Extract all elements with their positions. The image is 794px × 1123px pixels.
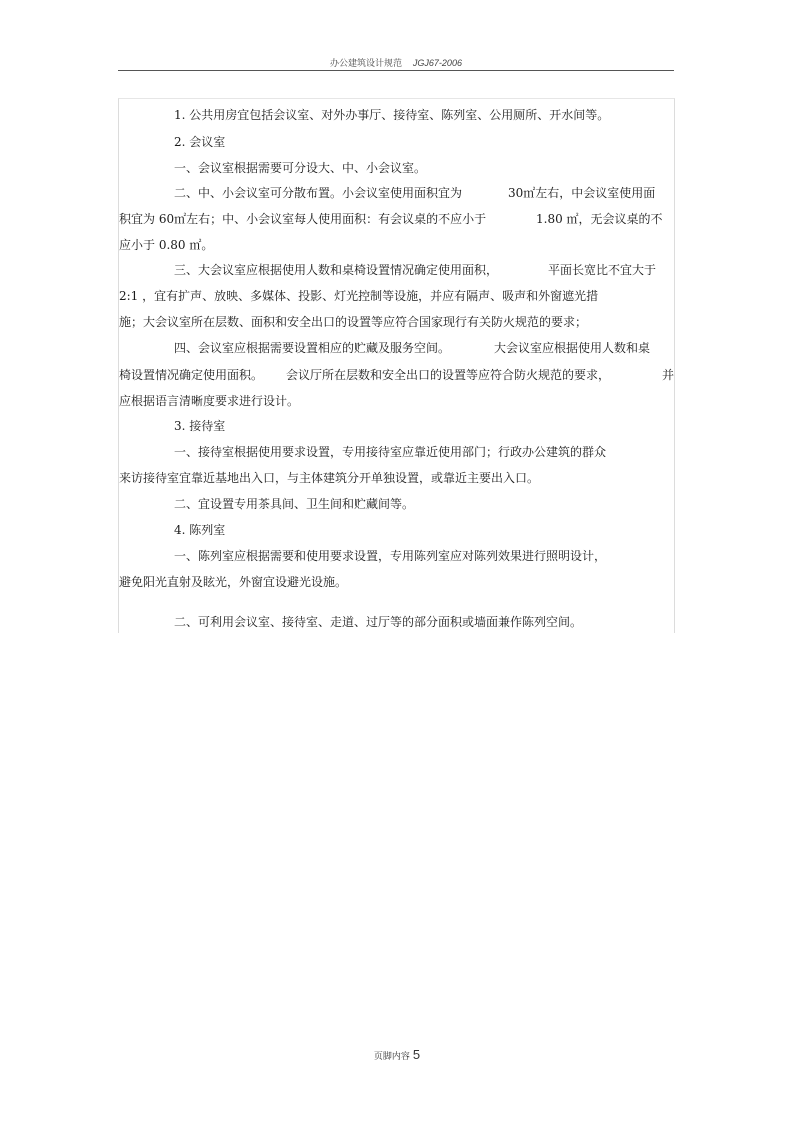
header-title: 办公建筑设计规范	[330, 59, 403, 69]
footer-label: 页脚内容	[373, 1052, 410, 1062]
meeting-item-2-d: 1.80 ㎡，无会议桌的不	[536, 212, 663, 226]
meeting-item-2-e: 应小于 0.80 ㎡。	[119, 238, 214, 252]
page-number: 5	[412, 1047, 421, 1062]
header-rule	[118, 70, 674, 71]
page-header	[118, 56, 674, 69]
reception-item-2: 二、宜设置专用茶具间、卫生间和贮藏间等。	[174, 497, 415, 511]
meeting-item-3-c: 2:1 ，宜有扩声、放映、多媒体、投影、灯光控制等设施，并应有隔声、吸声和外窗遮光措	[119, 289, 599, 303]
meeting-item-4-b: 大会议室应根据使用人数和桌	[494, 341, 651, 355]
meeting-item-2-c: 积宜为 60㎡左右；中、小会议室每人使用面积：有会议桌的不应小于	[119, 212, 487, 226]
exhibition-item-2: 二、可利用会议室、接待室、走道、过厅等的部分面积或墙面兼作陈列空间。	[174, 615, 583, 629]
meeting-item-4-f: 应根据语言清晰度要求进行设计。	[119, 394, 300, 408]
page-footer	[0, 1047, 794, 1062]
meeting-item-1: 一、会议室根据需要可分设大、中、小会议室。	[174, 161, 427, 175]
reception-item-1-a: 一、接待室根据使用要求设置，专用接待室应靠近使用部门；行政办公建筑的群众	[174, 445, 607, 459]
meeting-item-4-d: 会议厅所在层数和安全出口的设置等应符合防火规范的要求，	[286, 368, 611, 382]
heading-meeting-room: 2. 会议室	[174, 135, 226, 149]
header-code: JGJ67-2006	[412, 58, 462, 68]
meeting-item-4-e: 并	[662, 368, 675, 382]
paragraph-1: 1. 公共用房宜包括会议室、对外办事厅、接待室、陈列室、公用厕所、开水间等。	[174, 108, 610, 122]
exhibition-item-1-a: 一、陈列室应根据需要和使用要求设置，专用陈列室应对陈列效果进行照明设计，	[174, 549, 607, 563]
meeting-item-2-b: 30㎡左右，中会议室使用面	[508, 186, 656, 200]
meeting-item-3-b: 平面长宽比不宜大于	[548, 263, 657, 277]
heading-reception-room: 3. 接待室	[174, 419, 226, 433]
reception-item-1-b: 来访接待室宜靠近基地出入口，与主体建筑分开单独设置，或靠近主要出入口。	[119, 471, 540, 485]
meeting-item-4-c: 椅设置情况确定使用面积。	[119, 368, 264, 382]
exhibition-item-1-b: 避免阳光直射及眩光，外窗宜设避光设施。	[119, 575, 348, 589]
meeting-item-2-a: 二、中、小会议室可分散布置。小会议室使用面积宜为	[174, 186, 463, 200]
heading-exhibition-room: 4. 陈列室	[174, 523, 226, 537]
meeting-item-4-a: 四、会议室应根据需要设置相应的贮藏及服务空间。	[174, 341, 451, 355]
meeting-item-3-a: 三、大会议室应根据使用人数和桌椅设置情况确定使用面积，	[174, 263, 499, 277]
meeting-item-3-d: 施；大会议室所在层数、面积和安全出口的设置等应符合国家现行有关防火规范的要求；	[119, 315, 588, 329]
